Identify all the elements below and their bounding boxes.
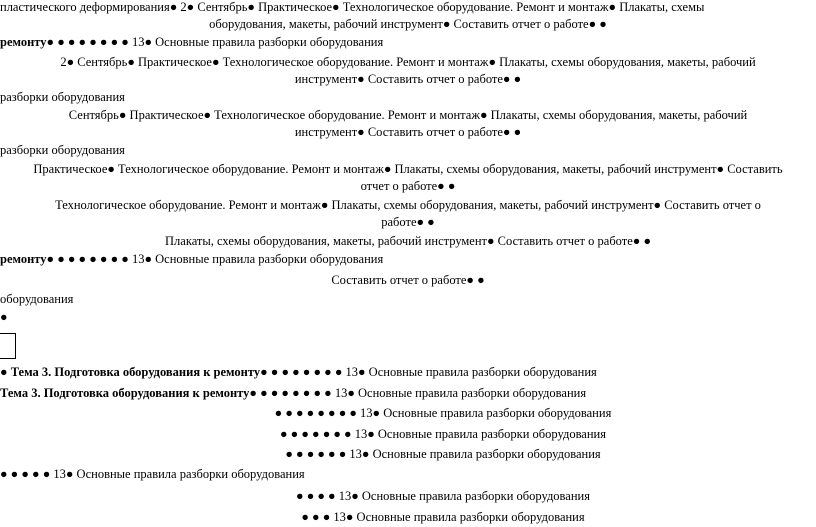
bold-fragment: ● Тема 3. Подготовка оборудования к ремонту● ● ● ● ● ● ● ● — [0, 365, 346, 379]
text-line: ● ● ● ● ● ● 13● Основные правила разборки оборудования — [285, 447, 601, 461]
text-line: Плакаты, схемы оборудования, макеты, рабочий инструмент● Составить отчет о работе● ● — [165, 234, 651, 248]
text-line: оборудования, макеты, рабочий инструмент● Составить отчет о работе● ● — [209, 17, 607, 31]
text-line — [0, 386, 816, 401]
text-line: работе● ● — [381, 215, 435, 229]
text-line: Практическое● Технологическое оборудование. Ремонт и монтаж● Плакаты, схемы оборудования, макеты, рабочий инструмент● Составить — [33, 162, 783, 176]
text-fragment: 13● Основные правила разборки оборудования — [131, 252, 384, 266]
text-line: инструмент● Составить отчет о работе● ● — [294, 125, 522, 139]
text-line: ● ● ● ● ● 13● Основные правила разборки оборудования — [0, 467, 305, 481]
text-line: ● ● ● ● ● ● ● ● 13● Основные правила разборки оборудования — [274, 406, 612, 420]
text-line — [0, 365, 816, 380]
text-fragment: 13● Основные правила разборки оборудования — [334, 386, 587, 400]
text-line — [0, 35, 816, 50]
text-line: инструмент● Составить отчет о работе● ● — [294, 72, 522, 86]
bold-fragment: Тема 3. Подготовка оборудования к ремонту● ● ● ● ● ● ● ● — [0, 386, 335, 400]
text-line: разборки оборудования — [0, 90, 125, 104]
text-line: ● ● ● ● 13● Основные правила разборки оборудования — [296, 489, 590, 503]
text-fragment: 13● Основные правила разборки оборудования — [345, 365, 597, 379]
text-line: ● — [0, 310, 8, 324]
text-line: Составить отчет о работе● ● — [331, 273, 485, 287]
text-line: разборки оборудования — [0, 143, 125, 157]
text-line: оборудования — [0, 292, 74, 306]
text-line: отчет о работе● ● — [360, 179, 456, 193]
text-line: 2● Сентябрь● Практическое● Технологическое оборудование. Ремонт и монтаж● Плакаты, схемы оборудования, макеты, рабочий — [60, 55, 756, 69]
text-line: ● ● ● 13● Основные правила разборки оборудования — [301, 510, 585, 524]
text-line: Сентябрь● Практическое● Технологическое оборудование. Ремонт и монтаж● Плакаты, схемы оборудования, макеты, рабочий — [68, 108, 748, 122]
checkbox-box[interactable] — [0, 333, 16, 359]
text-line: ● ● ● ● ● ● ● 13● Основные правила разборки оборудования — [280, 427, 606, 441]
bold-fragment: ремонту● ● ● ● ● ● ● ● — [0, 252, 132, 266]
text-line: пластического деформирования● 2● Сентябрь● Практическое● Технологическое оборудование. Ремонт и монтаж● Плакаты, схемы — [0, 0, 705, 14]
text-fragment: 13● Основные правила разборки оборудования — [131, 35, 384, 49]
text-line: Технологическое оборудование. Ремонт и монтаж● Плакаты, схемы оборудования, макеты, рабочий инструмент● Составить отчет о — [55, 198, 761, 212]
text-line — [0, 252, 816, 267]
bold-fragment: ремонту● ● ● ● ● ● ● ● — [0, 35, 132, 49]
